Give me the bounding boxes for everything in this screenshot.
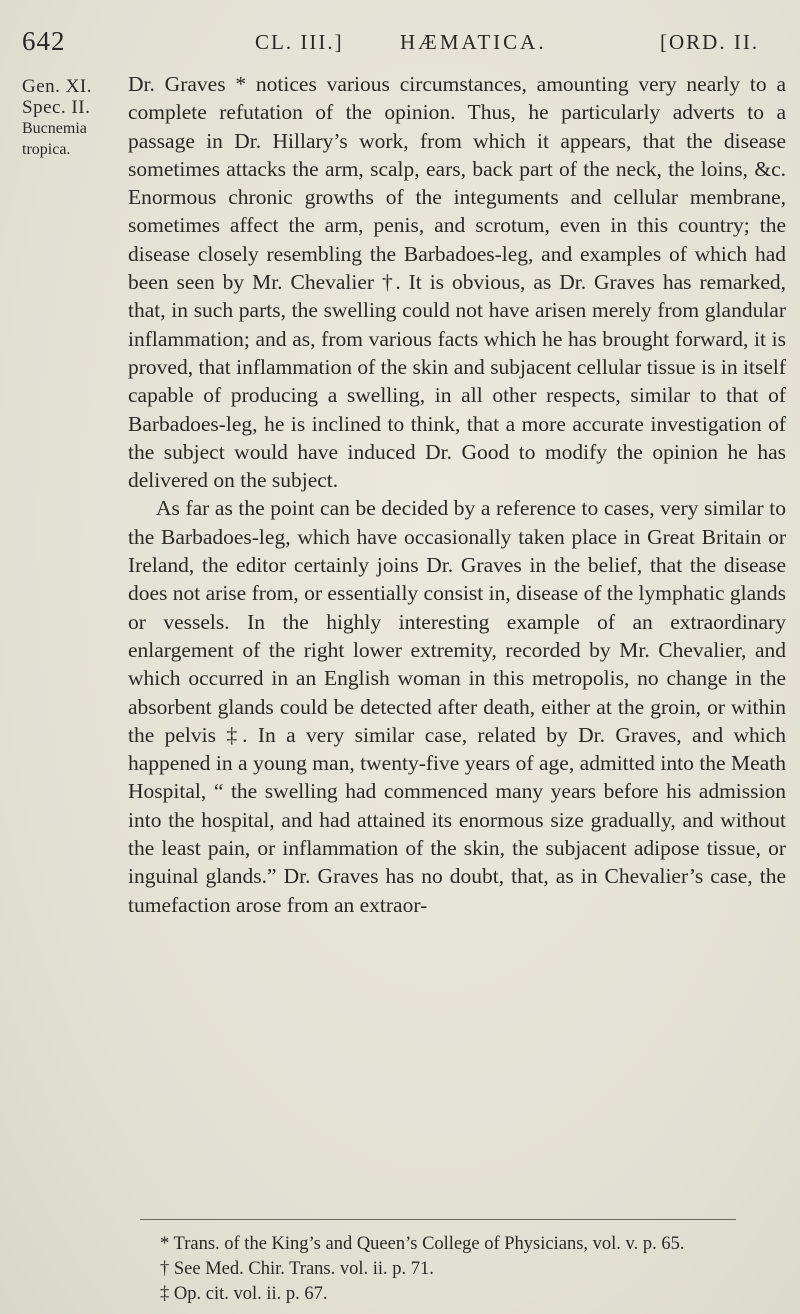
running-head-class: CL. III.] xyxy=(255,30,344,54)
footnote: † See Med. Chir. Trans. vol. ii. p. 71. xyxy=(160,1259,434,1279)
side-note-genus: Gen. XI. xyxy=(22,76,92,97)
side-note xyxy=(22,76,114,160)
page-number: 642 xyxy=(22,26,66,56)
side-note-species: Spec. II. xyxy=(22,97,91,118)
running-head-title: HÆMATICA. xyxy=(400,30,547,54)
page-header xyxy=(22,26,780,60)
side-note-name-1: Bucnemia xyxy=(22,120,87,137)
footnote-divider xyxy=(140,1219,736,1220)
footnote: * Trans. of the King’s and Queen’s College of Physicians, vol. v. p. 65. xyxy=(160,1234,685,1254)
running-head-order: [ORD. II. xyxy=(660,30,760,54)
footnotes xyxy=(160,1232,760,1307)
side-note-name-2: tropica. xyxy=(22,141,71,158)
paragraph: As far as the point can be decided by a reference to cases, very similar to the Barbadoes-leg, which have occasionally taken place in Great Britain or Ireland, the editor certainly joins Dr. Graves in the belief, that the disease does not arise from, or essentially consist in, disease of the lymphatic glands or vessels. In the highly interesting example of an extraordinary enlargement of the right lower extremity, recorded by Mr. Chevalier, and which occurred in an English woman in this metropolis, no change in the absorbent glands could be detected after death, either at the groin, or within the pelvis ‡. In a very similar case, related by Dr. Graves, and which happened in a young man, twenty-five years of age, admitted into the Meath Hospital, “ the swelling had commenced many years before his admission into the hospital, and had attained its enormous size gradually, and without the least pain, or inflammation of the skin, the subjacent adipose tissue, or inguinal glands.” Dr. Graves has no doubt, that, as in Chevalier’s case, the tumefaction arose from an extraor- xyxy=(128,496,786,917)
body-text xyxy=(128,70,786,919)
paragraph: Dr. Graves * notices various circumstances, amounting very nearly to a complete refutation of the opinion. Thus, he particularly adverts to a passage in Dr. Hillary’s work, from which it appears, that the disease sometimes attacks the arm, scalp, ears, back part of the neck, the loins, &c. Enormous chronic growths of the integuments and cellular membrane, sometimes affect the arm, penis, and scrotum, even in this country; the disease closely resembling the Barbadoes-leg, and examples of which had been seen by Mr. Chevalier †. It is obvious, as Dr. Graves has remarked, that, in such parts, the swelling could not have arisen merely from glandular inflammation; and as, from various facts which he has brought forward, it is proved, that inflammation of the skin and subjacent cellular tissue is in itself capable of producing a swelling, in all other respects, similar to that of Barbadoes-leg, he is inclined to think, that a more accurate investigation of the subject would have induced Dr. Good to modify the opinion he has delivered on the subject. xyxy=(128,72,786,493)
footnote: ‡ Op. cit. vol. ii. p. 67. xyxy=(160,1284,328,1304)
